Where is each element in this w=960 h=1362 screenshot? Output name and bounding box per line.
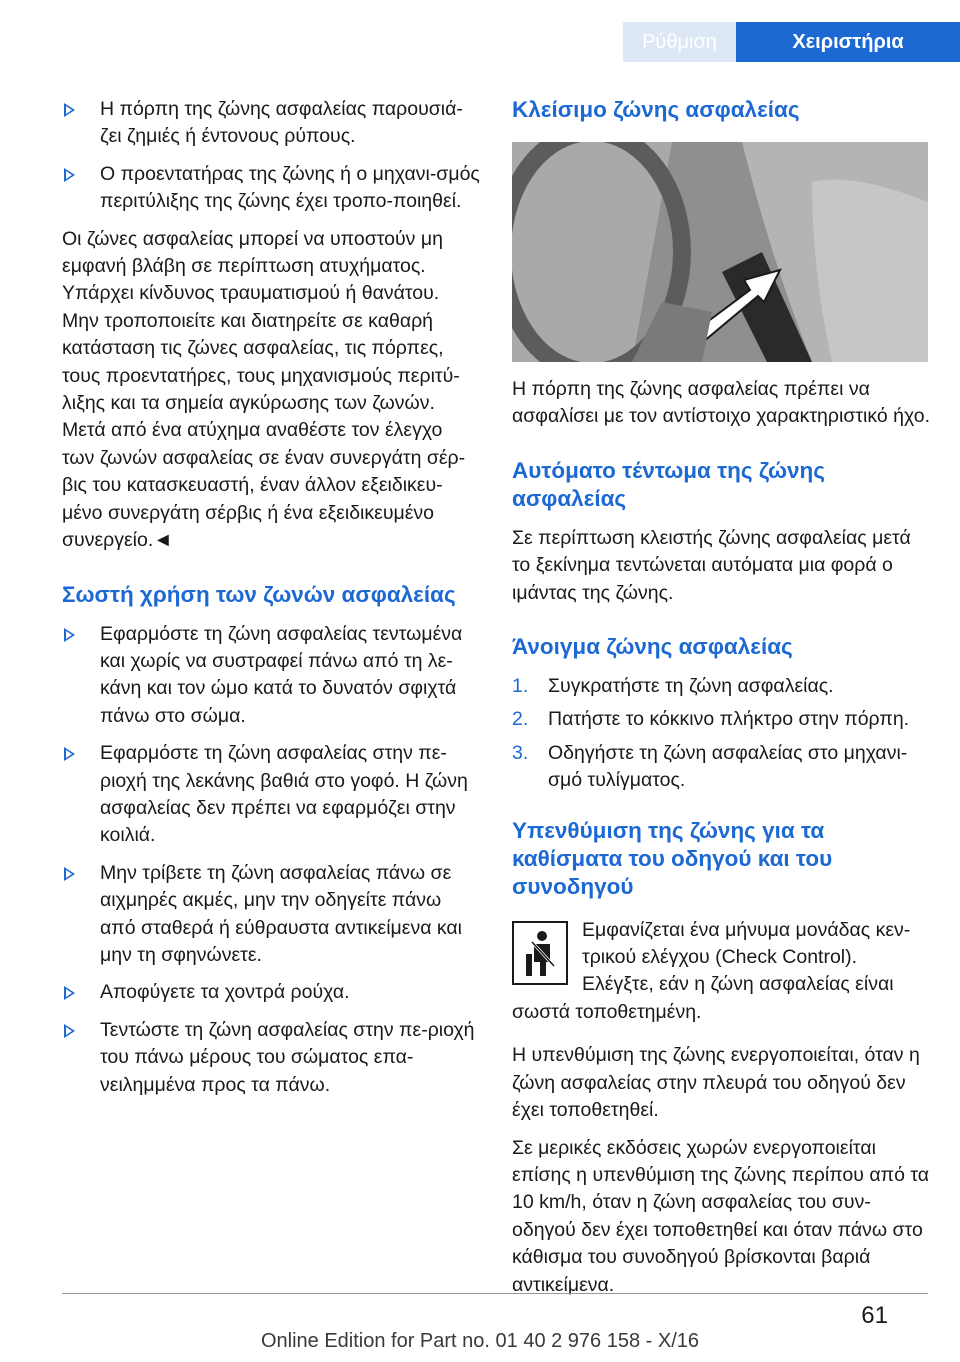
seatbelt-photo-illustration — [512, 142, 928, 362]
open-heading: Άνοιγμα ζώνης ασφαλείας — [512, 634, 793, 660]
triangle-right-icon — [64, 867, 75, 881]
triangle-right-icon — [64, 103, 75, 117]
triangle-right-icon — [64, 168, 75, 182]
list-item: 3. Οδηγήστε τη ζώνη ασφαλείας στο μηχανι‐σμό τυλίγματος. — [512, 741, 908, 792]
right-column — [512, 96, 930, 1309]
reminder-p2: Σε μερικές εκδόσεις χωρών ενεργοποιείται επίσης η υπενθύμιση της ζώνης περίπου από τα 10 km/h, όταν η ζώνη ασφαλείας του συν‐οδηγού δεν έχει τοποθετηθεί και όταν πάνω στο κάθισμα του συνοδηγού βρίσκονται βαριά αντικείμενα. — [512, 1136, 930, 1296]
list-item: Εφαρμόστε τη ζώνη ασφαλείας στην πε‐ριοχή της λεκάνης βαθιά στο γοφό. Η ζώνη ασφαλείας δεν πρέπει να εφαρμόζει στην κοιλιά. — [62, 740, 480, 850]
reminder-note-text: Εμφανίζεται ένα μήνυμα μονάδας κεν‐τρικού ελέγχου (Check Control). Ελέγξτε, εάν η ζώνη ασφαλείας είναι σωστά τοποθετημένη. — [512, 918, 911, 1023]
usage-bullets — [62, 621, 480, 1100]
triangle-right-icon — [64, 747, 75, 761]
left-column — [62, 96, 480, 1109]
reminder-note — [512, 917, 930, 1027]
list-item: Αποφύγετε τα χοντρά ρούχα. — [62, 979, 480, 1006]
tab-section: Ρύθμιση — [623, 22, 736, 62]
reminder-heading: Υπενθύμιση της ζώνης για τα καθίσματα του οδηγού και του συνοδηγού — [512, 817, 833, 899]
list-item: Μην τρίβετε τη ζώνη ασφαλείας πάνω σε αιχμηρές ακμές, μην την οδηγείτε πάνω από σταθερά ή εύθραυστα αντικείμενα και μην τη σφηνώνετε. — [62, 860, 480, 970]
defect-bullets — [62, 96, 480, 216]
footer-edition: Online Edition for Part no. 01 40 2 976 158 - X/16 — [260, 1330, 700, 1352]
close-heading: Κλείσιμο ζώνης ασφαλείας — [512, 97, 800, 122]
warning-text: Οι ζώνες ασφαλείας μπορεί να υποστούν μη εμφανή βλάβη σε περίπτωση ατυχήματος. Υπάρχει κίνδυνος τραυματισμού ή θανάτου. Μην τροποποιείτε και διατηρείτε σε καθαρή κατάσταση τις ζώνες ασφαλείας, τις πόρπες, τους προεντατήρες, τους μηχανισμούς περιτύ‐λιξης και τα σημεία αγκύρωσης των ζωνών. Μετά από ένα ατύχημα αναθέστε τον έλεγχο των ζωνών ασφαλείας σε έναν συνεργάτη σέρ‐βις του κατασκευαστή, έναν άλλον εξειδικευ‐μένο συνεργάτη σέρβις ή ένα εξειδικευμένο συνεργείο.◄ — [62, 227, 466, 552]
list-item: Τεντώστε τη ζώνη ασφαλείας στην πε‐ριοχή του πάνω μέρους του σώματος επα‐νειλημμένα προς τα πάνω. — [62, 1017, 480, 1099]
list-item: Εφαρμόστε τη ζώνη ασφαλείας τεντωμένα και χωρίς να συστραφεί πάνω από τη λε‐κάνη και τον ώμο κατά το δυνατόν σφιχτά πάνω στο σώμα. — [62, 621, 480, 731]
auto-heading: Αυτόματο τέντωμα της ζώνης ασφαλείας — [512, 457, 825, 511]
reminder-p1: Η υπενθύμιση της ζώνης ενεργοποιείται, όταν η ζώνη ασφαλείας στην πλευρά του οδηγού δεν έχει τοποθετηθεί. — [512, 1044, 920, 1122]
triangle-right-icon — [64, 986, 75, 1000]
page-number: 61 — [861, 1302, 888, 1329]
triangle-right-icon — [64, 628, 75, 642]
auto-text: Σε περίπτωση κλειστής ζώνης ασφαλείας μετά το ξεκίνημα τεντώνεται αυτόματα μια φορά ο ιμάντας της ζώνης. — [512, 526, 911, 604]
seatbelt-buckle-photo — [512, 142, 928, 362]
list-item: 2. Πατήστε το κόκκινο πλήκτρο στην πόρπη. — [512, 708, 910, 731]
footer-divider — [62, 1293, 928, 1294]
header-tabs — [623, 22, 960, 62]
triangle-right-icon — [64, 1024, 75, 1038]
close-text: Η πόρπη της ζώνης ασφαλείας πρέπει να ασφαλίσει με τον αντίστοιχο χαρακτηριστικό ήχο. — [512, 378, 930, 428]
list-item: Η πόρπη της ζώνης ασφαλείας παρουσιά‐ζει ζημιές ή έντονους ρύπους. — [62, 96, 480, 151]
list-item: 1. Συγκρατήστε τη ζώνη ασφαλείας. — [512, 675, 834, 698]
seatbelt-reminder-icon — [512, 921, 568, 985]
list-item: Ο προεντατήρας της ζώνης ή ο μηχανι‐σμός περιτύλιξης της ζώνης έχει τροπο‐ποιηθεί. — [62, 161, 480, 216]
open-steps — [512, 673, 930, 795]
usage-heading: Σωστή χρήση των ζωνών ασφαλείας — [62, 581, 456, 607]
tab-chapter: Χειριστήρια — [736, 22, 960, 62]
